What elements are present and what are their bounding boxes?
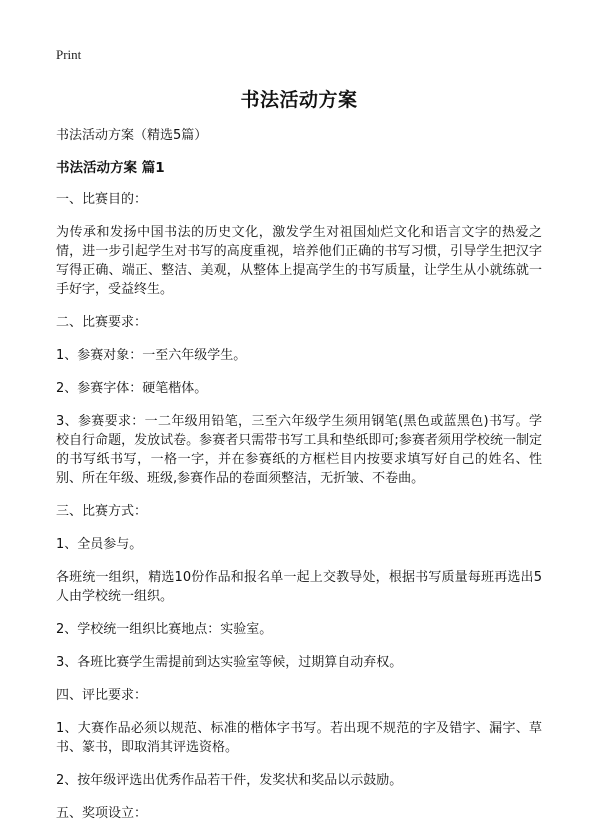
paragraph-font: 2、参赛字体：硬笔楷体。 [56,381,208,396]
document-subtitle: 书法活动方案（精选5篇） [56,128,208,143]
paragraph-all-participate: 1、全员参与。 [56,537,143,552]
print-link[interactable]: Print [56,47,82,62]
paragraph-participants: 1、参赛对象：一至六年级学生。 [56,348,247,363]
page-title: 书法活动方案 [240,89,358,111]
paragraph-arrival: 3、各班比赛学生需提前到达实验室等候，过期算自动弃权。 [56,655,403,670]
paragraph-venue: 2、学校统一组织比赛地点：实验室。 [56,622,273,637]
heading-requirements: 二、比赛要求： [56,315,148,330]
section-heading: 书法活动方案 篇1 [56,160,165,176]
heading-prizes: 五、奖项设立： [56,806,148,821]
paragraph-standard-script: 1、大赛作品必须以规范、标准的楷体字书写。若出现不规范的字及错字、漏字、草书、篆书，即取消其评选资格。 [56,721,542,755]
paragraph-rules: 3、参赛要求：一二年级用铅笔，三至六年级学生须用钢笔(黑色或蓝黑色)书写。学校自行命题，发放试卷。参赛者只需带书写工具和垫纸即可;参赛者须用学校统一制定的书写纸书写，一格一字，并在参赛纸的方框栏目内按要求填写好自己的姓名、性别、所在年级、班级,参赛作品的卷面须整洁，无折皱、不卷曲。 [56,414,542,486]
heading-method: 三、比赛方式： [56,504,148,519]
heading-judging: 四、评比要求： [56,688,148,703]
heading-objective: 一、比赛目的： [56,192,148,207]
paragraph-class-selection: 各班统一组织，精选10份作品和报名单一起上交教导处，根据书写质量每班再选出5人由学校统一组织。 [56,570,542,604]
paragraph-objective: 为传承和发扬中国书法的历史文化，激发学生对祖国灿烂文化和语言文字的热爱之情，进一步引起学生对书写的高度重视，培养他们正确的书写习惯，引导学生把汉字写得正确、端正、整洁、美观，从整体上提高学生的书写质量，让学生从小就练就一手好字，受益终生。 [56,225,542,297]
paragraph-awards-by-grade: 2、按年级评选出优秀作品若干件，发奖状和奖品以示鼓励。 [56,773,403,788]
